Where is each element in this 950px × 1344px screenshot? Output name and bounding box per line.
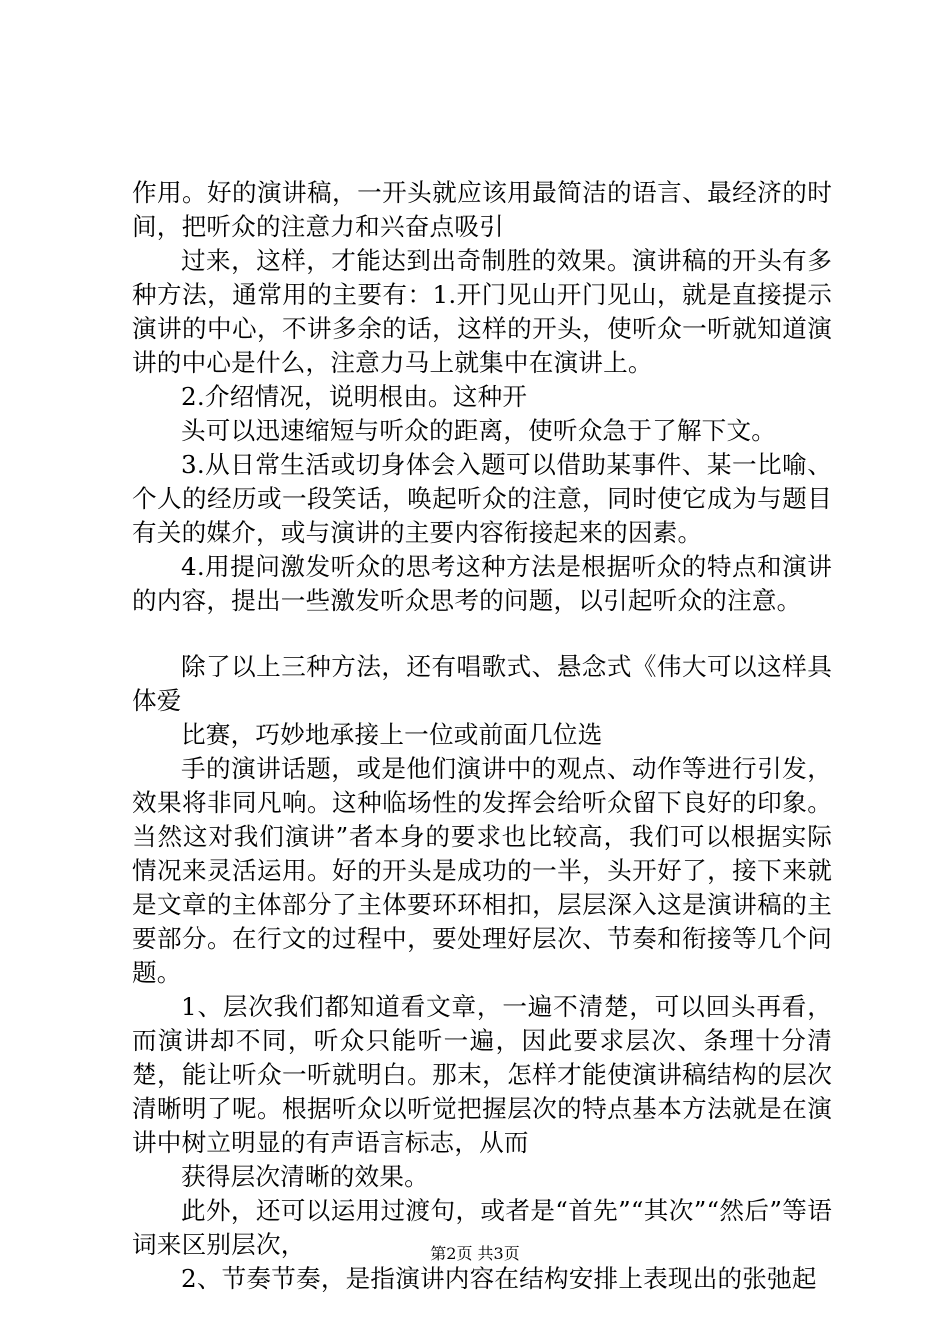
page-number-footer: 第2页 共3页 — [430, 1244, 520, 1263]
document-body — [132, 176, 832, 1296]
paragraph-11: 获得层次清晰的效果。 — [181, 1162, 429, 1191]
paragraph-4: 头可以迅速缩短与听众的距离，使听众急于了解下文。 — [181, 416, 777, 445]
paragraph-12: 此外，还可以运用过渡句，或者是“首先”“其次”“然后”等语词来区别层次， — [132, 1196, 832, 1259]
paragraph-5: 3.从日常生活或切身体会入题可以借助某事件、某一比喻、个人的经历或一段笑话，唤起听众的注意，同时使它成为与题目有关的媒介，或与演讲的主要内容衔接起来的因素。 — [132, 450, 832, 547]
paragraph-7: 除了以上三种方法，还有唱歌式、悬念式《伟大可以这样具体爱 — [132, 652, 832, 715]
paragraph-13: 2、节奏节奏，是指演讲内容在结构安排上表现出的张弛起 — [181, 1264, 817, 1293]
paragraph-8: 比赛，巧妙地承接上一位或前面几位选 — [181, 720, 603, 749]
paragraph-9: 手的演讲话题，或是他们演讲中的观点、动作等进行引发，效果将非同凡响。这种临场性的发挥会给听众留下良好的印象。当然这对我们演讲”者本身的要求也比较高，我们可以根据实际情况来灵活运用。好的开头是成功的一半，头开好了，接下来就是文章的主体部分了主体要环环相扣，层层深入这是演讲稿的主要部分。在行文的过程中，要处理好层次、节奏和衔接等几个问题。 — [132, 754, 832, 987]
paragraph-2: 过来，这样，才能达到出奇制胜的效果。演讲稿的开头有多种方法，通常用的主要有：1.开门见山开门见山，就是直接提示演讲的中心，不讲多余的话，这样的开头，使听众一听就知道演讲的中心是什么，注意力马上就集中在演讲上。 — [132, 246, 832, 377]
paragraph-3: 2.介绍情况，说明根由。这种开 — [181, 382, 528, 411]
paragraph-1: 作用。好的演讲稿，一开头就应该用最简洁的语言、最经济的时间，把听众的注意力和兴奋点吸引 — [132, 178, 832, 241]
paragraph-10: 1、层次我们都知道看文章，一遍不清楚，可以回头再看，而演讲却不同，听众只能听一遍，因此要求层次、条理十分清楚，能让听众一听就明白。那末，怎样才能使演讲稿结构的层次清晰明了呢。根据听众以听觉把握层次的特点基本方法就是在演讲中树立明显的有声语言标志，从而 — [132, 992, 832, 1157]
paragraph-6: 4.用提问激发听众的思考这种方法是根据听众的特点和演讲的内容，提出一些激发听众思考的问题，以引起听众的注意。 — [132, 552, 832, 615]
paragraph-spacer — [132, 618, 832, 650]
